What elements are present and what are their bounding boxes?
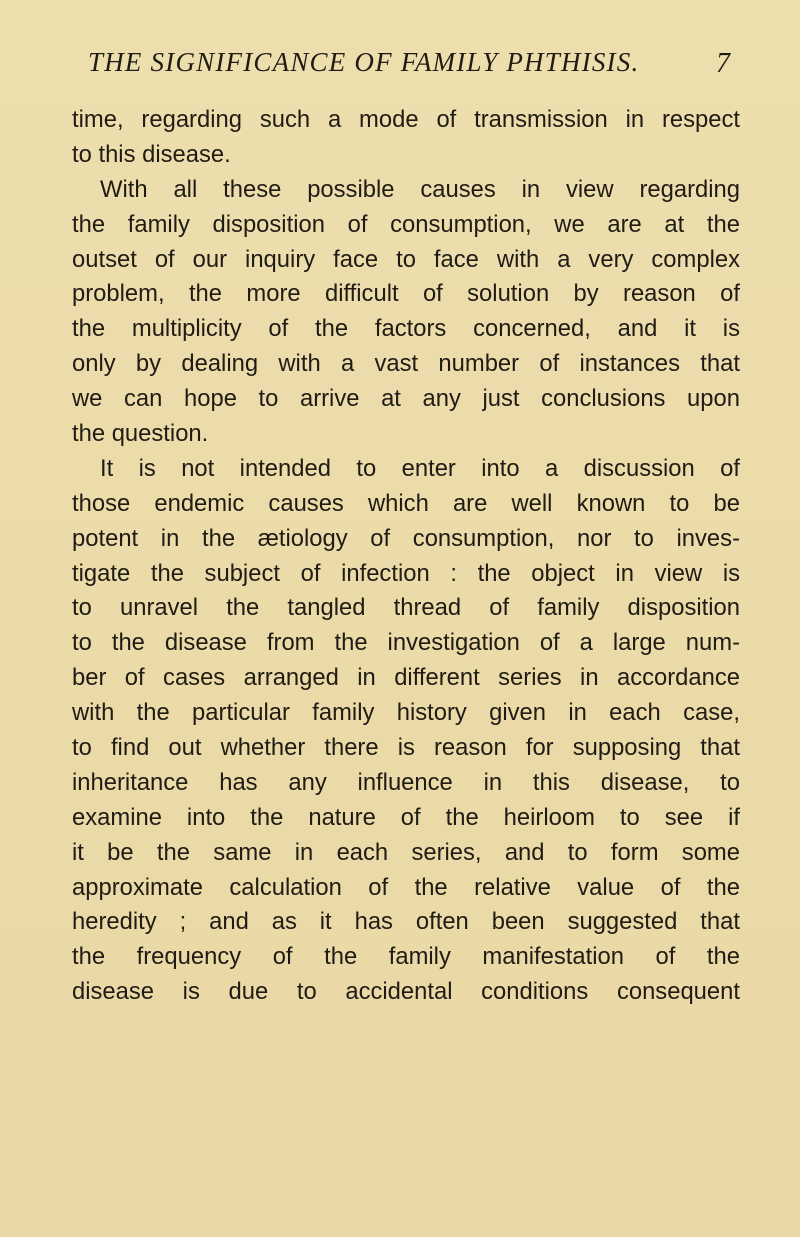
- text-line: examine into the nature of the heirloom to see if: [72, 803, 740, 831]
- text-line: approximate calculation of the relative value of the: [72, 873, 740, 901]
- text-line: disease is due to accidental conditions consequent: [72, 978, 740, 1006]
- text-line: to unravel the tangled thread of family disposition: [72, 594, 740, 622]
- text-line: the multiplicity of the factors concerned, and it is: [72, 315, 740, 343]
- text-line: ber of cases arranged in different series in accordance: [72, 664, 740, 692]
- text-line: it be the same in each series, and to form some: [72, 838, 740, 866]
- text-line: only by dealing with a vast number of instances that: [72, 350, 740, 378]
- text-line: inheritance has any influence in this disease, to: [72, 768, 740, 796]
- text-line: the question.: [72, 420, 209, 448]
- text-line: to the disease from the investigation of a large num-: [72, 629, 740, 657]
- text-line: to find out whether there is reason for supposing that: [72, 734, 740, 762]
- body-text: [72, 103, 740, 1010]
- text-line: It is not intended to enter into a discussion of: [100, 454, 740, 482]
- text-line: outset of our inquiry face to face with a very complex: [72, 245, 740, 273]
- running-head: [72, 46, 742, 86]
- text-line: tigate the subject of infection : the object in view is: [72, 559, 740, 587]
- text-line: With all these possible causes in view regarding: [100, 175, 740, 203]
- text-line: the family disposition of consumption, we are at the: [72, 210, 740, 238]
- text-line: those endemic causes which are well known to be: [72, 489, 740, 517]
- text-line: to this disease.: [72, 140, 231, 168]
- text-line: heredity ; and as it has often been suggested that: [72, 908, 740, 936]
- text-line: with the particular family history given in each case,: [72, 699, 740, 727]
- running-head-title: THE SIGNIFICANCE OF FAMILY PHTHISIS.: [88, 47, 640, 77]
- page-number: 7: [716, 48, 730, 79]
- text-line: we can hope to arrive at any just conclusions upon: [72, 385, 740, 413]
- text-line: problem, the more difficult of solution by reason of: [72, 280, 740, 308]
- text-line: potent in the ætiology of consumption, nor to inves-: [72, 524, 740, 552]
- text-line: time, regarding such a mode of transmission in respect: [72, 106, 740, 133]
- text-line: the frequency of the family manifestation of the: [72, 943, 740, 971]
